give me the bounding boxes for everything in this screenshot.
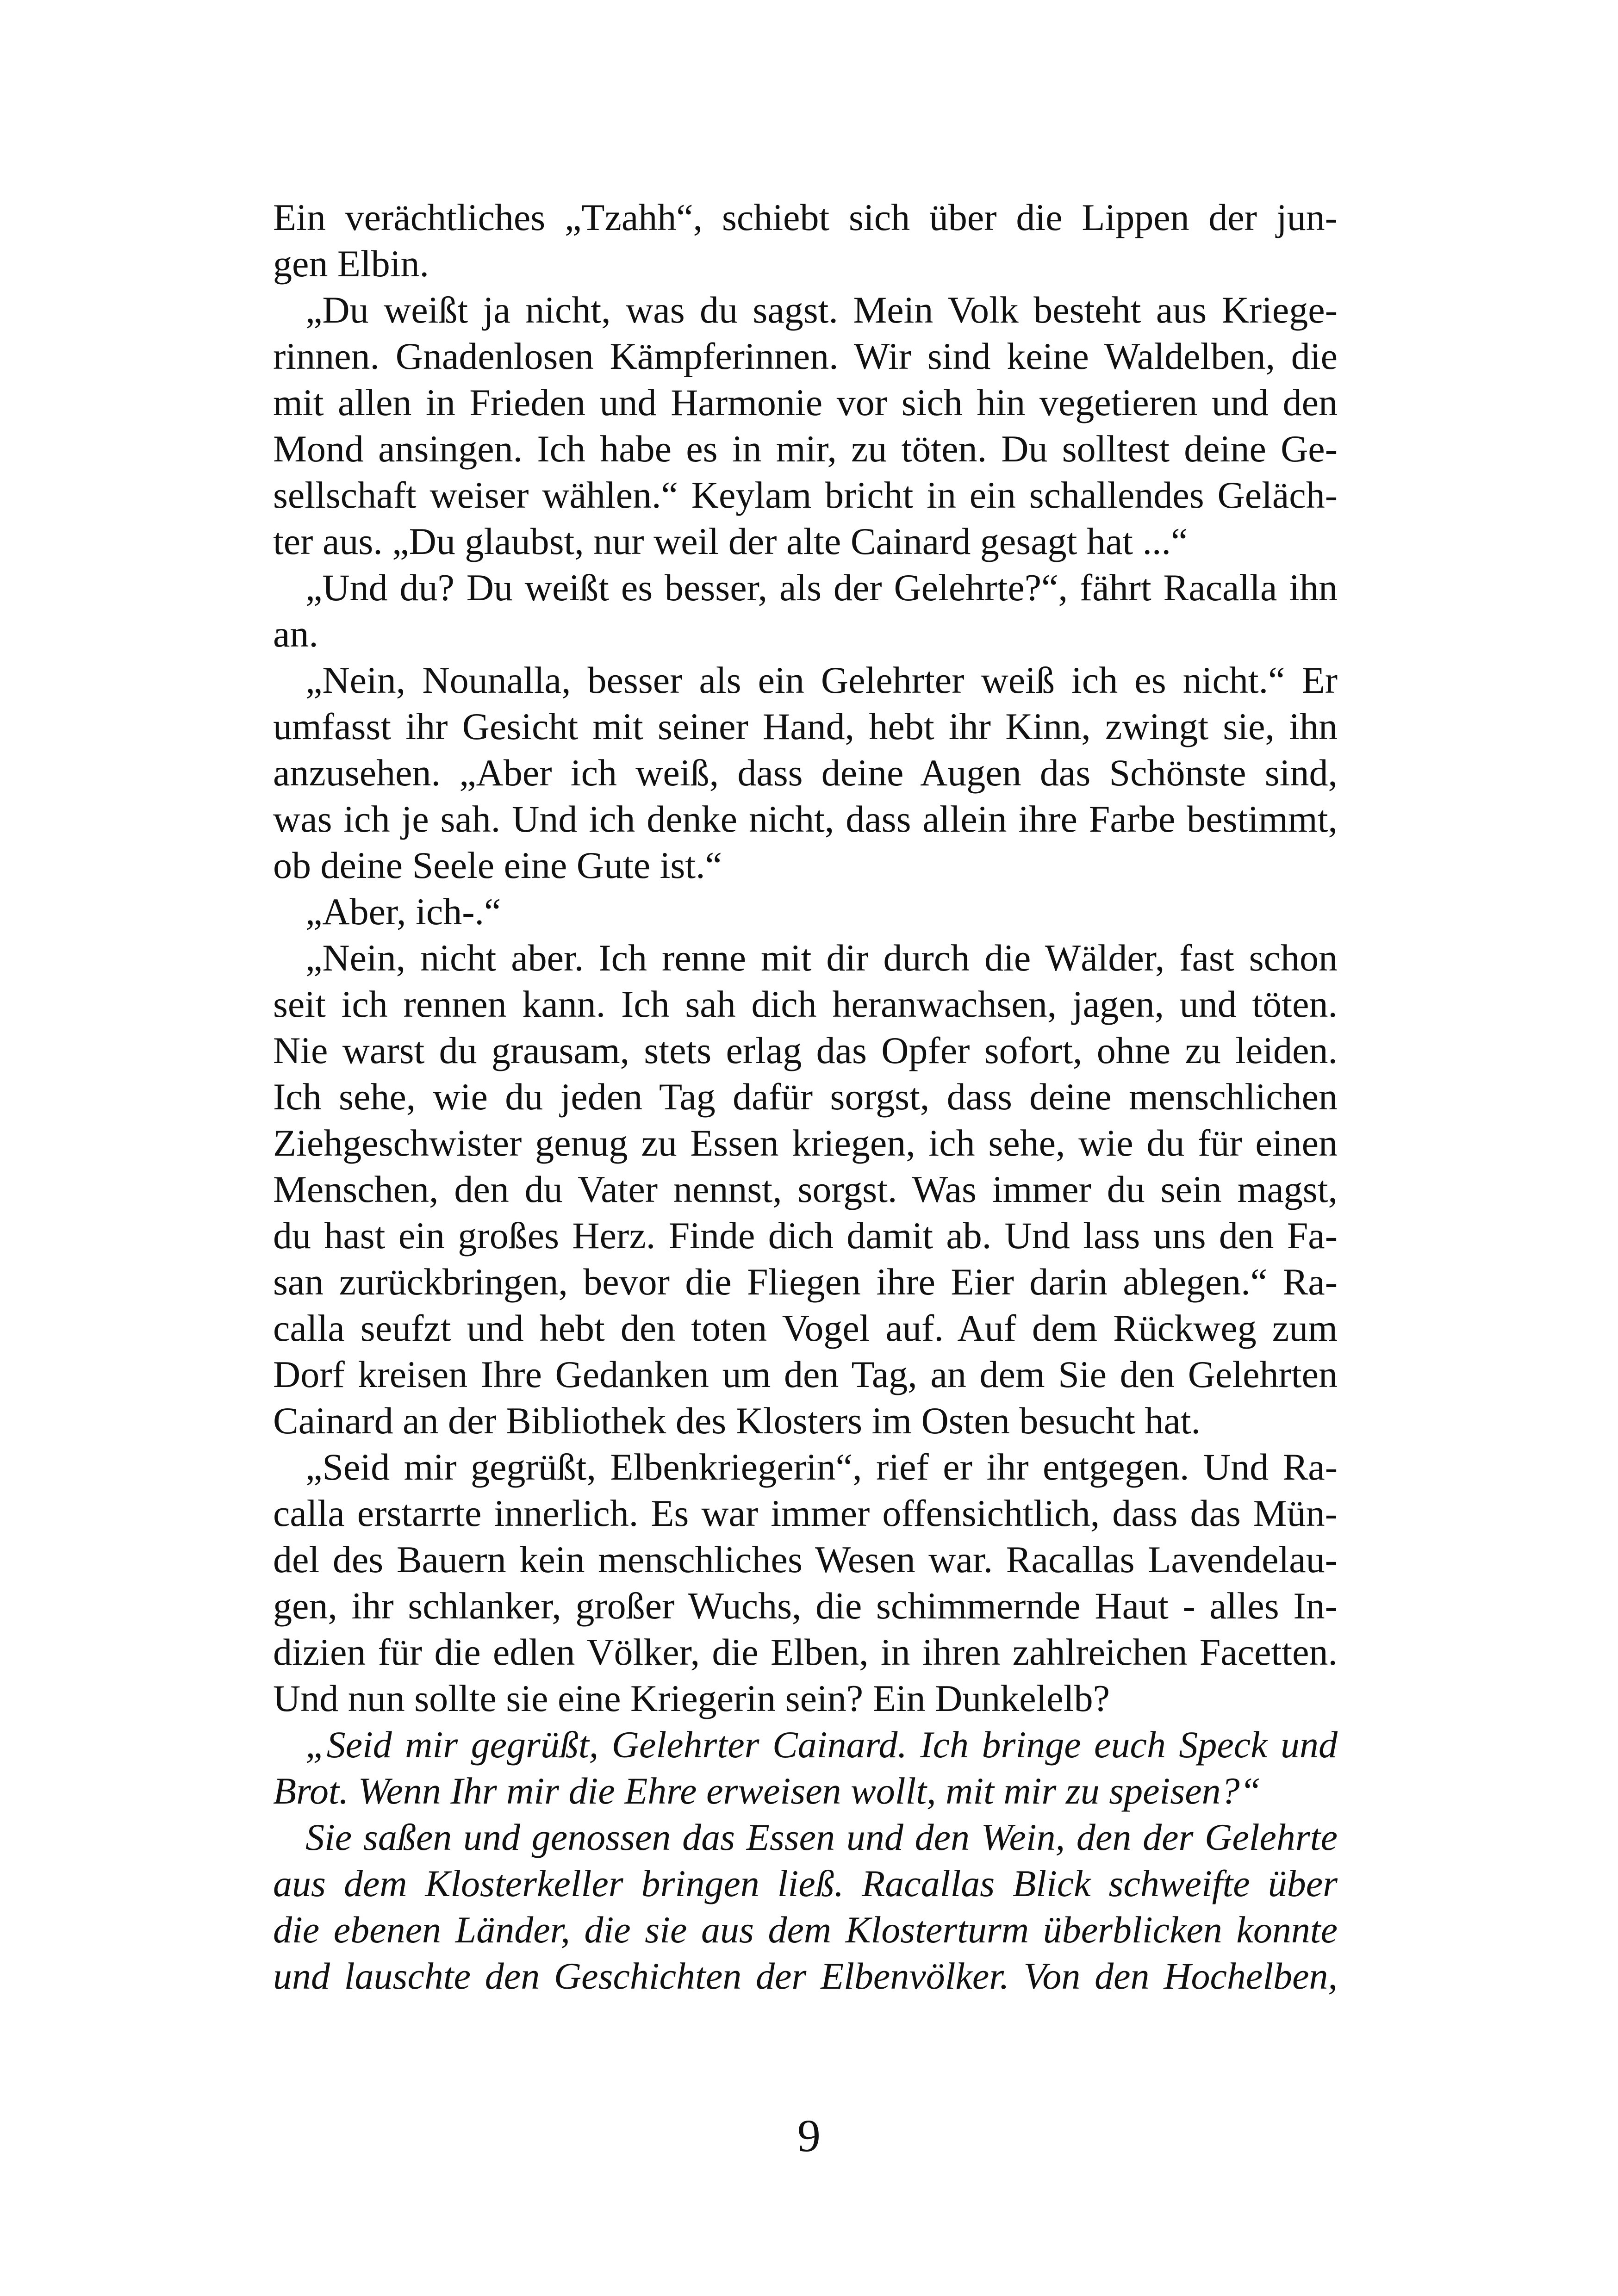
text-line: calla erstarrte innerlich. Es war immer offensichtlich, dass das Mün- bbox=[273, 1492, 1338, 1534]
text-line: was ich je sah. Und ich denke nicht, dass allein ihre Farbe bestimmt, bbox=[273, 798, 1338, 840]
text-line: del des Bauern kein menschliches Wesen war. Racallas Lavendelau- bbox=[273, 1538, 1338, 1580]
text-line: gen, ihr schlanker, großer Wuchs, die schimmernde Haut - alles In- bbox=[273, 1585, 1338, 1627]
text-line: die ebenen Länder, die sie aus dem Klosterturm überblicken konnte bbox=[273, 1909, 1338, 1951]
text-line: sellschaft weiser wählen.“ Keylam bricht in ein schallendes Geläch- bbox=[273, 474, 1338, 516]
text-line: Ziehgeschwister genug zu Essen kriegen, ich sehe, wie du für einen bbox=[273, 1122, 1338, 1164]
text-line: „Seid mir gegrüßt, Elbenkriegerin“, rief er ihr entgegen. Und Ra- bbox=[305, 1446, 1338, 1488]
text-line: anzusehen. „Aber ich weiß, dass deine Augen das Schönste sind, bbox=[273, 752, 1338, 794]
text-line: ob deine Seele eine Gute ist.“ bbox=[273, 844, 722, 886]
text-line: Mond ansingen. Ich habe es in mir, zu töten. Du solltest deine Ge- bbox=[273, 428, 1338, 470]
text-line: Ich sehe, wie du jeden Tag dafür sorgst, dass deine menschlichen bbox=[273, 1076, 1338, 1118]
text-line: „Seid mir gegrüßt, Gelehrter Cainard. Ich bringe euch Speck und bbox=[305, 1724, 1338, 1766]
text-line: Sie saßen und genossen das Essen und den Wein, den der Gelehrte bbox=[305, 1816, 1338, 1858]
text-line: Ein verächtliches „Tzahh“, schiebt sich über die Lippen der jun- bbox=[273, 196, 1338, 238]
text-line: umfasst ihr Gesicht mit seiner Hand, hebt ihr Kinn, zwingt sie, ihn bbox=[273, 705, 1338, 747]
text-line: Brot. Wenn Ihr mir die Ehre erweisen wollt, mit mir zu speisen?“ bbox=[273, 1770, 1261, 1812]
text-line: „Nein, Nounalla, besser als ein Gelehrter weiß ich es nicht.“ Er bbox=[305, 659, 1338, 701]
text-line: „Und du? Du weißt es besser, als der Gelehrte?“, fährt Racalla ihn bbox=[305, 566, 1338, 609]
text-line: „Aber, ich-.“ bbox=[305, 890, 501, 933]
text-line: du hast ein großes Herz. Finde dich damit ab. Und lass uns den Fa- bbox=[273, 1214, 1338, 1257]
text-line: und lauschte den Geschichten der Elbenvölker. Von den Hochelben, bbox=[273, 1955, 1338, 1997]
text-line: ter aus. „Du glaubst, nur weil der alte Cainard gesagt hat ...“ bbox=[273, 520, 1188, 562]
text-line: Cainard an der Bibliothek des Klosters im Osten besucht hat. bbox=[273, 1400, 1201, 1442]
text-line: „Du weißt ja nicht, was du sagst. Mein Volk besteht aus Kriege- bbox=[305, 289, 1338, 331]
text-line: Nie warst du grausam, stets erlag das Opfer sofort, ohne zu leiden. bbox=[273, 1029, 1338, 1071]
text-line: aus dem Klosterkeller bringen ließ. Racallas Blick schweifte über bbox=[273, 1862, 1338, 1904]
text-line: dizien für die edlen Völker, die Elben, in ihren zahlreichen Facetten. bbox=[273, 1631, 1338, 1673]
text-line: seit ich rennen kann. Ich sah dich heranwachsen, jagen, und töten. bbox=[273, 983, 1338, 1025]
text-line: mit allen in Frieden und Harmonie vor sich hin vegetieren und den bbox=[273, 381, 1338, 423]
text-line: gen Elbin. bbox=[273, 243, 429, 285]
text-line: Und nun sollte sie eine Kriegerin sein? Ein Dunkelelb? bbox=[273, 1677, 1110, 1719]
text-line: san zurückbringen, bevor die Fliegen ihre Eier darin ablegen.“ Ra- bbox=[273, 1261, 1338, 1303]
text-line: „Nein, nicht aber. Ich renne mit dir durch die Wälder, fast schon bbox=[305, 937, 1338, 979]
text-line: Dorf kreisen Ihre Gedanken um den Tag, an dem Sie den Gelehrten bbox=[273, 1353, 1338, 1395]
text-line: rinnen. Gnadenlosen Kämpferinnen. Wir sind keine Waldelben, die bbox=[273, 335, 1338, 377]
text-line: Menschen, den du Vater nennst, sorgst. Was immer du sein magst, bbox=[273, 1168, 1338, 1210]
text-line: calla seufzt und hebt den toten Vogel auf. Auf dem Rückweg zum bbox=[273, 1307, 1338, 1349]
text-line: an. bbox=[273, 613, 318, 655]
page-number: 9 bbox=[797, 2110, 821, 2161]
